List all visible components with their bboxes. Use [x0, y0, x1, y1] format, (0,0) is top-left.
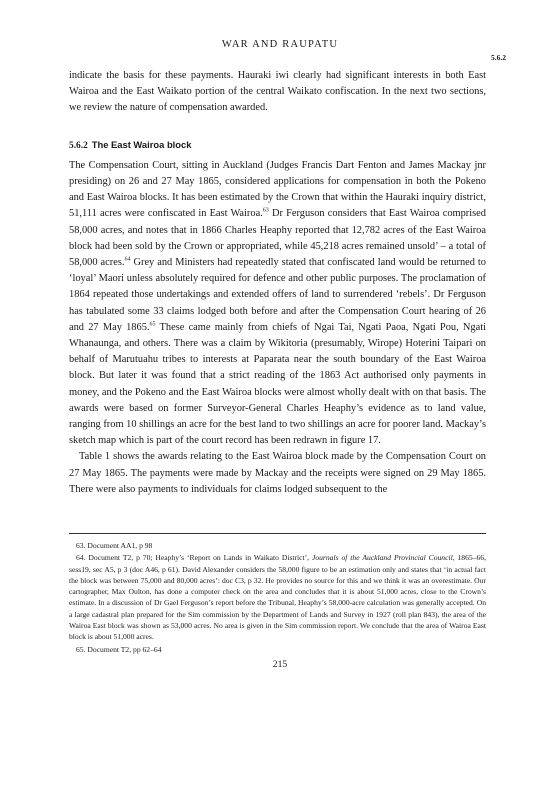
- footnote-rule: [69, 533, 486, 534]
- page-number: 215: [272, 659, 288, 670]
- section-title: The East Wairoa block: [91, 138, 192, 150]
- paragraph-compensation-court: [69, 158, 486, 450]
- intro-paragraph: indicate the basis for these payments. Hauraki iwi clearly had significant interests in both East Wairoa and the East Waikato portion of the central Waikato confiscation. In the next two sections, we review the nature of compensation awarded.: [69, 70, 486, 114]
- paragraph-text: These came mainly from chiefs of Ngai Tai, Ngati Paoa, Ngati Pou, Ngati Whanaunga, and others. There was a claim by Wikitoria (presumably, Wirope) Hoterini Taipari on behalf of Marutuahu tribes to interests at Paparata near the south boundary of the East Wairoa block. But later it was found that a strict reading of the 1863 Act authorised only payments in money, and the Pokeno and the East Wairoa blocks were almost wholly dealt with on that basis. The awards were based on former Surveyor-General Charles Heaphy’s evidence as to land value, ranging from 10 shillings an acre for the best land to two shillings an acre for poorer land. Mackay’s sketch map which is part of the court record has been redrawn in figure 17.: [69, 321, 486, 447]
- paragraph-table-1: Table 1 shows the awards relating to the East Wairoa block made by the Compensation Court on 27 May 1865. The payments were made by Mackay and the receipts were signed on 29 May 1865. There were also payments to individuals for claims lodged subsequent to the: [69, 451, 486, 495]
- footnote-ref-65[interactable]: 65: [149, 321, 156, 328]
- paragraph-text: The Compensation Court, sitting in Auckland (Judges Francis Dart Fenton and James Mackay jnr presiding) on 26 and 27 May 1865, considered applications for compensation in both the Pokeno and East Wairoa blocks. It has been estimated by the Crown that within the Hauraki inquiry district, 51,111 acres were confiscated in East Wairoa.: [69, 159, 486, 220]
- footnote-ref-63[interactable]: 63: [262, 207, 269, 214]
- footnote-ref-64[interactable]: 64: [124, 256, 131, 263]
- footnote-text: , 1865–66, sess19, sec A5, p 3 (doc A46, p 61). David Alexander considers the 58,000 figure to be an estimation only and states that ‘in actual fact the block was between 75,000 and 80,000 acres’: doc C3, p 32. He provides no source for this and we think it was an overestimate. Our cartographer, Max Oulton, has done a computer check on the area and concludes that it is about 51,000 acres, close to the Crown’s estimate. In a discussion of Dr Gael Ferguson’s report before the Tribunal, Heaphy’s 58,000-acre calculation was generally accepted. On a large cadastral plan prepared for the Sim commission by the Department of Lands and Survey in 1927 (roll plan 843), the area of the Wairoa East block was shown as 53,000 acres. No area is given in the Sim commission report. We conclude that the area of Wairoa East block is about 51,000 acres.: [69, 553, 486, 642]
- footnote-journal-title: Journals of the Auckland Provincial Council: [311, 553, 453, 563]
- footnote-63: 63. Document AA1, p 98: [76, 541, 153, 550]
- paragraph-text: Dr Ferguson considers that East Wairoa comprised 58,000 acres, and notes that in 1866 Charles Heaphy reported that 12,782 acres of the East Wairoa block had been sold by the Crown or appropriated, while 45,218 acres remained unsold’ – a total of 58,000 acres.: [69, 208, 486, 269]
- footnote-64: [69, 552, 486, 642]
- section-number: 5.6.2: [69, 140, 88, 151]
- body-text: [69, 68, 486, 498]
- running-head: WAR AND RAUPATU: [221, 39, 339, 50]
- section-reference: 5.6.2: [491, 53, 506, 62]
- footnote-65: 65. Document T2, pp 62–64: [76, 644, 162, 654]
- paragraph-text: Grey and Ministers had repeatedly stated that confiscated land would be returned to ‘loyal’ Maori unless absolutely required for defence and other public purposes. The proclamation of 1864 repeated those undertakings and extended offers of land to surrendered ‘rebels’. Dr Ferguson has tabulated some 33 claims lodged both before and after the Compensation Court hearing of 26 and 27 May 1865.: [69, 257, 487, 333]
- section-heading: [69, 137, 486, 154]
- footnote-text: 64. Document T2, p 70; Heaphy’s ‘Report on Lands in Waikato District’,: [76, 553, 312, 563]
- footnotes: [69, 540, 486, 656]
